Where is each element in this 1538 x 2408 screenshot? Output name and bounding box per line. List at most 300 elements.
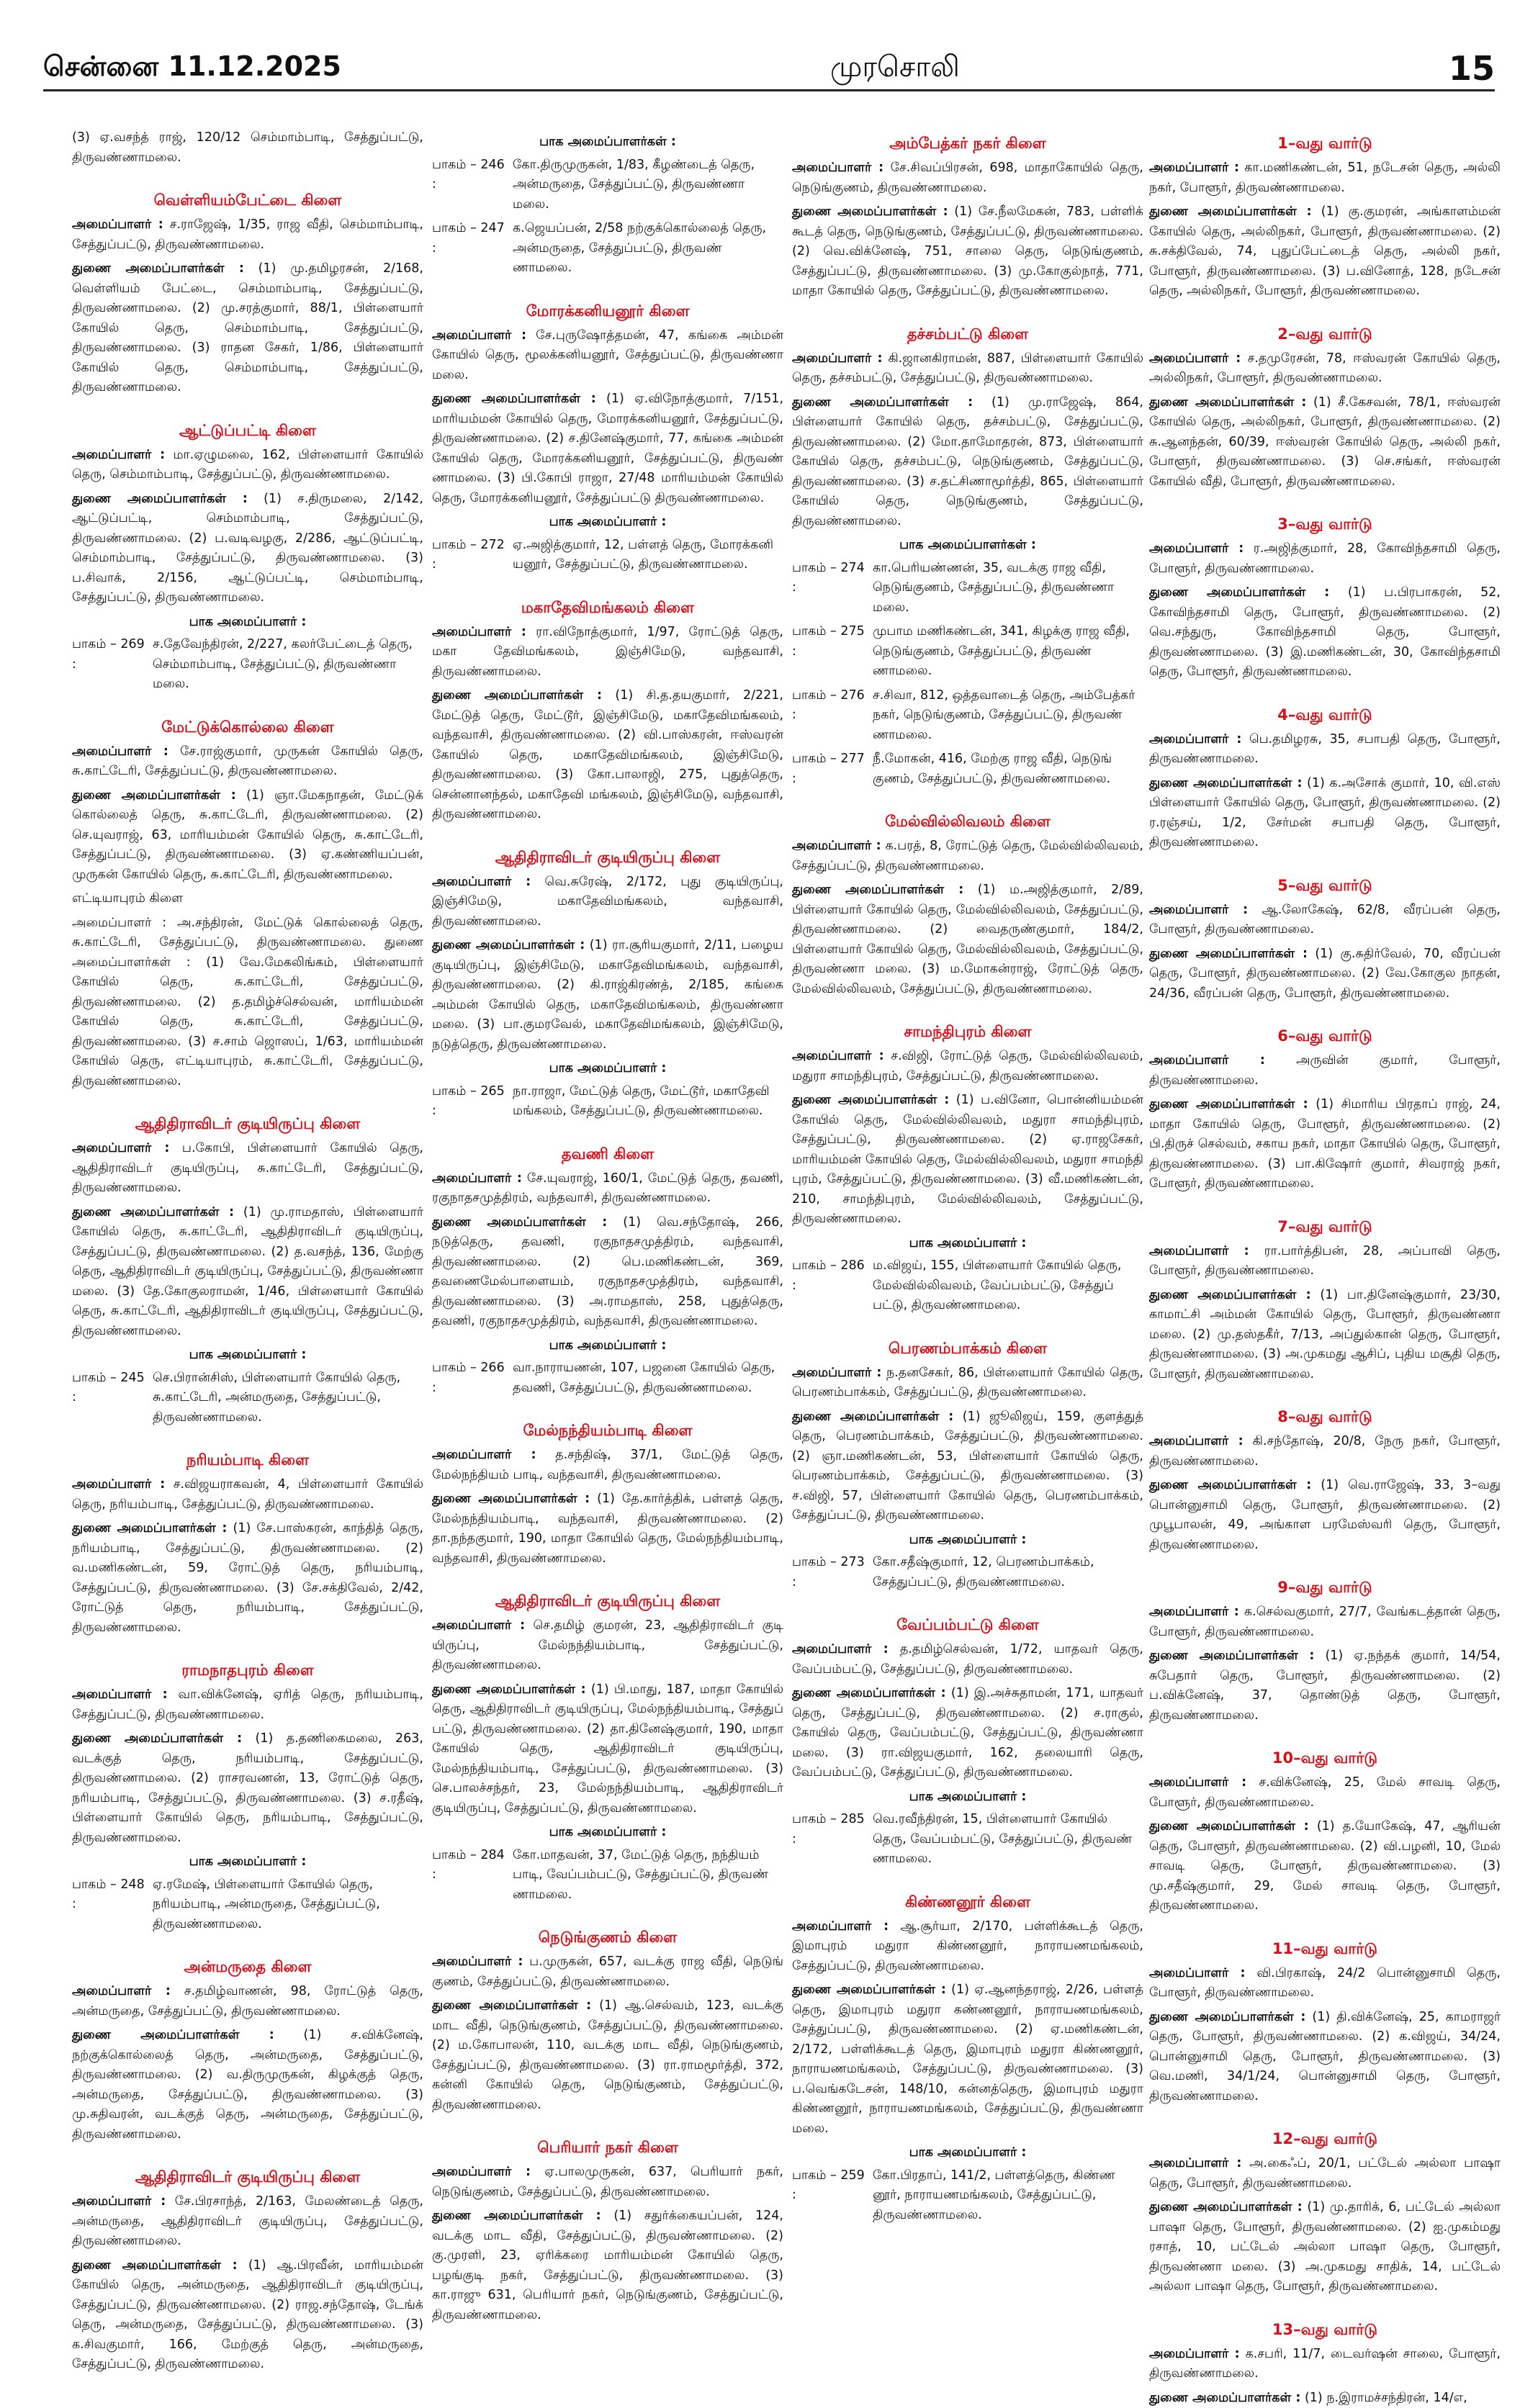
organiser-label: அமைப்பாளர் : (1149, 1434, 1244, 1448)
branch-section (432, 1420, 783, 1569)
deputy-entry (1149, 1646, 1501, 1726)
organiser-text: ர.அஜித்குமார், 28, கோவிந்தசாமி தெரு, போளூர், திருவண்ணாமலை. (1149, 541, 1501, 576)
branch-section (432, 300, 783, 575)
branch-section (72, 2166, 423, 2375)
page-number: 15 (1449, 49, 1495, 88)
booth-row (432, 1082, 783, 1122)
deputy-text: (1) கு.குமரன், அங்காளம்மன் கோயில் தெரு, அல்லிநகர், போளூர், திருவண்ணாமலை. (2) சு.சக்திவேல், 74, புதுப்பேட்டைத் தெரு, அல்லி நகர், போளூர், திருவண்ணாமலை. (3) ப.வினோத், 128, நடேசன் தெரு, அல்லிநகர், போளூர், திருவண்ணாமலை. (1149, 204, 1501, 298)
branch-title: ஆட்டுப்பட்டி கிளை (72, 420, 423, 441)
organiser-label: அமைப்பாளர் : (1149, 1053, 1265, 1068)
organiser-label: அமைப்பாளர் : (1149, 541, 1244, 556)
organiser-entry (792, 837, 1143, 876)
booth-text: ஏ.அஜித்குமார், 12, பள்ளத் தெரு, மோரக்கனி யனூர், சேத்துப்பட்டு, திருவண்ணாமலை. (513, 536, 783, 575)
booth-heading: பாக அமைப்பாளர்கள் : (792, 536, 1143, 556)
branch-section (1149, 1216, 1501, 1385)
branch-section (72, 189, 423, 398)
branch-title: வெள்ளியம்பேட்டை கிளை (72, 189, 423, 211)
deputy-label: துணை அமைப்பாளர்கள் : (1149, 947, 1308, 961)
organiser-text: ச.விஜி, ரோட்டுத் தெரு, மேல்வில்லிவலம், மதுரா சாமந்திபுரம், சேத்துப்பட்டு, திருவண்ணாமலை. (792, 1049, 1143, 1083)
deputy-text: (1) ம.அஜித்குமார், 2/89, பிள்ளையார் கோயில் தெரு, மேல்வில்லிவலம், சேத்துப்பட்டு, திருவண்ணாமலை. (2) வைதருண்குமார், 184/2, பிள்ளையார் கோயில் தெரு, மேல்வில்லிவலம், சேத்துப்பட்டு, திருவண்ணா மலை. (3) ம.மோகன்ராஜ், ரோட்டுத் தெரு, மேல்வில்லிவலம், சேத்துப்பட்டு, திருவண்ணாமலை. (792, 883, 1143, 996)
deputy-text: (1) க.அசோக் குமார், 10, வி.எஸ் பிள்ளையார் கோயில் தெரு, போளூர், திருவண்ணாமலை. (2) ர.ரஞ்சய், 1/2, சேர்மன் சபாபதி தெரு, போளூர், திருவண்ணாமலை. (1149, 776, 1501, 850)
organiser-text: ந.தனசேகர், 86, பிள்ளையார் கோயில் தெரு, பெரணம்பாக்கம், சேத்துப்பட்டு, திருவண்ணாமலை. (792, 1366, 1143, 1400)
booth-number: பாகம் – 259 : (792, 2166, 873, 2226)
branch-section (72, 1449, 423, 1638)
booth-number: பாகம் – 266 : (432, 1358, 513, 1398)
booth-text: நா.ராஜா, மேட்டுத் தெரு, மேட்டூர், மகாதேவி மங்கலம், சேத்துப்பட்டு, திருவண்ணாமலை. (513, 1082, 783, 1122)
organiser-text: சே.பிரசாந்த், 2/163, மேலண்டைத் தெரு, அன்மருதை, ஆதிதிராவிடர் குடியிருப்பு, சேத்துப்பட்டு, திருவண்ணாமலை. (72, 2194, 423, 2248)
booth-row (792, 1553, 1143, 1592)
organiser-entry (1149, 1964, 1501, 2003)
branch-section (792, 1021, 1143, 1316)
organiser-label: அமைப்பாளர் : (1149, 1966, 1246, 1980)
organiser-label: அமைப்பாளர் : (432, 1954, 523, 1969)
booth-heading: பாக அமைப்பாளர் : (432, 1059, 783, 1079)
booth-row (792, 2166, 1143, 2226)
organiser-label: அமைப்பாளர் : (1149, 2347, 1240, 2361)
organiser-entry (792, 349, 1143, 389)
booth-text: ச.சிவா, 812, ஒத்தவாடைத் தெரு, அம்பேத்கர் நகர், நெடுங்குணம், சேத்துப்பட்டு, திருவண் ணாமலை. (873, 686, 1143, 746)
deputy-label: துணை அமைப்பாளர்கள் : (72, 261, 244, 276)
branch-section (792, 323, 1143, 790)
booth-number: பாகம் – 248 : (72, 1875, 153, 1935)
deputy-text: (1) இ.அச்சுதாமன், 171, யாதவர் தெரு, சேத்துப்பட்டு, திருவண்ணாமலை. (2) ச.ராகுல், கோயில் தெரு, வேப்பம்பட்டு, சேத்துப்பட்டு, திருவண்ணா மலை. (3) ரா.விஜயகுமார், 162, தலையாரி தெரு, வேப்பம்பட்டு, சேத்துப்பட்டு, திருவண்ணாமலை. (792, 1686, 1143, 1780)
booth-number: பாகம் – 286 : (792, 1256, 873, 1316)
column-2 (432, 128, 783, 2353)
organiser-entry (1149, 1432, 1501, 1471)
booth-number: பாகம் – 274 : (792, 559, 873, 618)
branch-title: 2–வது வார்டு (1149, 323, 1501, 345)
organiser-text: ஏ.பாலமுருகன், 637, பெரியார் நகர், நெடுங்குணம், சேத்துப்பட்டு, திருவண்ணாமலை. (432, 2165, 783, 2199)
booth-heading: பாக அமைப்பாளர் : (792, 1787, 1143, 1808)
deputy-entry (432, 1996, 783, 2115)
booth-heading: பாக அமைப்பாளர் : (792, 1234, 1143, 1254)
organiser-label: அமைப்பாளர் : (72, 2194, 166, 2209)
branch-title: 1–வது வார்டு (1149, 132, 1501, 154)
deputy-label: துணை அமைப்பாளர்கள் : (1149, 1097, 1308, 1111)
booth-text: கோ.சதீஷ்குமார், 12, பெரணம்பாக்கம், சேத்துப்பட்டு, திருவண்ணாமலை. (873, 1553, 1143, 1592)
organiser-label: அமைப்பாளர் : (792, 839, 881, 853)
deputy-text: (1) மு.தாரிக், 6, பட்டேல் அல்லா பாஷா தெரு, போளூர், திருவண்ணாமலை. (2) ஐ.முகம்மது ரசாத், 10, பட்டேல் அல்லா பாஷா தெரு, போளூர், திருவண்ணா மலை. (3) அ.முகமது சாதிக், 14, பட்டேல் அல்லா பாஷா தெரு, போளூர், திருவண்ணாமலை. (1149, 2200, 1501, 2294)
branch-section (1149, 875, 1501, 1004)
deputy-label: துணை அமைப்பாளர்கள் : (1149, 204, 1312, 219)
branch-title: தவணி கிளை (432, 1143, 783, 1165)
deputy-text: (1) வெ.சந்தோஷ், 266, நடுத்தெரு, தவணி, ரகுநாதசமுத்திரம், வந்தவாசி, திருவண்ணாமலை. (2) பெ.மணிகண்டன், 369, தவணைமேல்பாளையம், ரகுநாதசமுத்திரம், வந்தவாசி, திருவண்ணாமலை. (3) அ.ராமதாஸ், 258, புதுத்தெரு, தவணி, ரகுநாதசமுத்திரம், வந்தவாசி, திருவண்ணாமலை. (432, 1215, 783, 1329)
deputy-entry (432, 2206, 783, 2325)
organiser-text: மா.ஏழுமலை, 162, பிள்ளையார் கோயில் தெரு, செம்மாம்பாடி, சேத்துப்பட்டு, திருவண்ணாமலை. (72, 448, 423, 482)
deputy-text: (1) ஏ.விநோத்குமார், 7/151, மாரியம்மன் கோயில் தெரு, மோரக்கனியனூர், சேத்துப்பட்டு, திருவண்ணாமலை. (2) ச.தினேஷ்குமார், 77, கங்கை அம்மன் கோயில் தெரு, மோரக்கனியனூர், சேத்துப்பட்டு, திருவண் ணாமலை. (3) பி.கோபி ராஜா, 27/48 மாரியம்மன் கோயில் தெரு, மோரக்கனியனூர், சேத்துப்பட்டு திருவண்ணாமலை. (432, 392, 783, 505)
organiser-label: அமைப்பாளர் : (792, 1642, 889, 1656)
booth-heading: பாக அமைப்பாளர் : (72, 613, 423, 633)
booth-row (792, 1810, 1143, 1870)
booth-number: பாகம் – 269 : (72, 635, 153, 695)
organiser-text: அ.கைஃப், 20/1, பட்டேல் அல்லா பாஷா தெரு, போளூர், திருவண்ணாமலை. (1149, 2156, 1501, 2191)
branch-title: வேப்பம்பட்டு கிளை (792, 1614, 1143, 1636)
deputy-text: (1) ப.வினோ, பொன்னியம்மன் கோயில் தெரு, மேல்வில்லிவலம், மதுரா சாமந்திபுரம், சேத்துப்பட்டு, திருவண்ணாமலை. (2) ஏ.ராஜசேகர், மாரியம்மன் கோயில் தெரு, மேல்வில்லிவலம், மதுரா சாமந்தி புரம், சேத்துப்பட்டு, திருவண்ணாமலை. (3) வீ.மணிகண்டன், 210, சாமந்திபுரம், மேல்வில்லிவலம், சேத்துப்பட்டு, திருவண்ணாமலை. (792, 1093, 1143, 1226)
branch-section (1149, 1747, 1501, 1916)
booth-row (792, 749, 1143, 789)
deputy-label: துணை அமைப்பாளர்கள் : (1149, 2200, 1303, 2214)
booth-heading: பாக அமைப்பாளர் : (792, 1530, 1143, 1551)
branch-section (1149, 1577, 1501, 1726)
branch-title: அன்மருதை கிளை (72, 1956, 423, 1978)
booth-text: ம.விஜய், 155, பிள்ளையார் கோயில் தெரு, மேல்வில்லிவலம், வேப்பம்பட்டு, சேத்துப் பட்டு, திருவண்ணாமலை. (873, 1256, 1143, 1316)
branch-section (432, 132, 783, 279)
deputy-label: துணை அமைப்பாளர்கள் : (72, 2028, 274, 2042)
deputy-label: துணை அமைப்பாளர்கள் : (72, 2258, 238, 2273)
organiser-entry (1149, 349, 1501, 389)
organiser-label: அமைப்பாளர் : (72, 217, 163, 232)
organiser-entry (792, 1640, 1143, 1679)
branch-title: ஆதிதிராவிடர் குடியிருப்பு கிளை (72, 1113, 423, 1135)
organiser-text: ச.விஜயராகவன், 4, பிள்ளையார் கோயில் தெரு, நரியம்பாடி, சேத்துப்பட்டு, திருவண்ணாமலை. (72, 1477, 423, 1512)
organiser-text: ப.கோபி, பிள்ளையார் கோயில் தெரு, ஆதிதிராவிடர் குடியிருப்பு, சு.காட்டேரி, சேத்துப்பட்டு, திருவண்ணாமலை. (72, 1141, 423, 1195)
booth-number: பாகம் – 265 : (432, 1082, 513, 1122)
booth-text: ஏ.ரமேஷ், பிள்ளையார் கோயில் தெரு, நரியம்பாடி, அன்மருதை, சேத்துப்பட்டு, திருவண்ணாமலை. (153, 1875, 423, 1935)
organiser-label: அமைப்பாளர் : (1149, 2156, 1241, 2170)
deputy-entry (792, 1091, 1143, 1230)
organiser-label: அமைப்பாளர் : (72, 1984, 171, 1998)
extra-text: அமைப்பாளர் : அ.சந்திரன், மேட்டுக் கொல்லைத் தெரு, சு.காட்டேரி, சேத்துப்பட்டு, திருவண்ணாமலை. துணை அமைப்பாளர்கள் : (1) வே.மேகலிங்கம், பிள்ளையார் கோயில் தெரு, சு.காட்டேரி, சேத்துப்பட்டு, திருவண்ணாமலை. (2) த.தமிழ்ச்செல்வன், மாரியம்மன் கோயில் தெரு, சு.காட்டேரி, சேத்துப்பட்டு, திருவண்ணாமலை. (3) ச.சாம் ஜொஸப், 1/63, மாரியம்மன் கோயில் தெரு, எட்டியாபுரம், சு.காட்டேரி, சேத்துப்பட்டு, திருவண்ணாமலை. (72, 914, 423, 1092)
branch-section (432, 597, 783, 825)
deputy-label: துணை அமைப்பாளர்கள் : (72, 492, 248, 506)
organiser-label: அமைப்பாளர் : (432, 625, 526, 639)
organiser-entry (1149, 2154, 1501, 2193)
deputy-label: துணை அமைப்பாளர்கள் : (72, 1731, 242, 1746)
branch-title: 13–வது வார்டு (1149, 2319, 1501, 2340)
deputy-text: (1) கு.சுதிர்வேல், 70, வீரப்பன் தெரு, போளூர், திருவண்ணாமலை. (2) வே.கோகுல நாதன், 24/36, வீரப்பன் தெரு, போளூர், திருவண்ணாமலை. (1149, 947, 1501, 1001)
deputy-entry (72, 1729, 423, 1848)
booth-heading: பாக அமைப்பாளர் : (432, 513, 783, 533)
organiser-text: ச.விக்னேஷ், 25, மேல் சாவடி தெரு, போளூர், திருவண்ணாமலை. (1149, 1775, 1501, 1810)
deputy-entry (792, 1407, 1143, 1526)
deputy-entry (1149, 1817, 1501, 1916)
deputy-text: (1) தே.கார்த்திக், பள்ளத் தெரு, மேல்நந்தியம்பாடி, வந்தவாசி, திருவண்ணாமலை. (2) தா.நந்தகுமார், 190, மாதா கோயில் தெரு, மேல்நந்தியம்பாடி, வந்தவாசி, திருவண்ணாமலை. (432, 1492, 783, 1566)
organiser-entry (432, 1952, 783, 1992)
organiser-entry (1149, 2345, 1501, 2384)
branch-section (792, 1614, 1143, 1870)
deputy-entry (72, 2026, 423, 2145)
deputy-text: (1) த.தணிகைமலை, 263, வடக்குத் தெரு, நரியம்பாடி, சேத்துப்பட்டு, திருவண்ணாமலை. (2) ராசரவணன், 13, ரோட்டுத் தெரு, நரியம்பாடி, சேத்துப்பட்டு, திருவண்ணாமலை. (3) ச.ரதீஷ், பிள்ளையார் கோயில் தெரு, நரியம்பாடி, சேத்துப்பட்டு, திருவண்ணாமலை. (72, 1731, 423, 1845)
deputy-entry (72, 490, 423, 608)
organiser-text: ச.தமிழ்வாணன், 98, ரோட்டுத் தெரு, அன்மருதை, சேத்துப்பட்டு, திருவண்ணாமலை. (72, 1984, 423, 2019)
organiser-text: கி.ஜானகிராமன், 887, பிள்ளையார் கோயில் தெரு, தச்சம்பட்டு, சேத்துப்பட்டு, திருவண்ணாமலை. (792, 351, 1143, 386)
deputy-entry (432, 389, 783, 508)
organiser-label: அமைப்பாளர் : (1149, 1605, 1239, 1619)
booth-text: நீ.மோகன், 416, மேற்கு ராஜ வீதி, நெடுங் குணம், சேத்துப்பட்டு, திருவண்ணாமலை. (873, 749, 1143, 789)
deputy-entry (792, 202, 1143, 302)
deputy-label: துணை அமைப்பாளர்கள் : (1149, 1649, 1314, 1663)
continued-text: (3) ஏ.வசந்த் ராஜ், 120/12 செம்மாம்பாடி, சேத்துப்பட்டு, திருவண்ணாமலை. (72, 128, 423, 168)
deputy-text: (1) பி.மாது, 187, மாதா கோயில் தெரு, ஆதிதிராவிடர் குடியிருப்பு, மேல்நந்தியம்பாடி, சேத்துப் பட்டு, திருவண்ணாமலை. (2) தா.தினேஷ்குமார், 190, மாதா கோயில் தெரு, ஆதிதிராவிடர் குடியிருப்பு, மேல்நந்தியம்பாடி, சேத்துப்பட்டு, திருவண்ணாமலை. (3) செ.பாலச்சந்தர், 23, மேல்நந்தியம்பாடி, ஆதிதிராவிடர் குடியிருப்பு, சேத்துப்பட்டு, திருவண்ணாமலை. (432, 1682, 783, 1816)
deputy-label: துணை அமைப்பாளர்கள் : (792, 1410, 953, 1424)
branch-title: அம்பேத்கர் நகர் கிளை (792, 132, 1143, 154)
booth-number: பாகம் – 245 : (72, 1368, 153, 1428)
deputy-text: (1) த.யோகேஷ், 47, ஆரியன் தெரு, போளூர், திருவண்ணாமலை. (2) வி.பழனி, 10, மேல் சாவடி தெரு, போளூர், திருவண்ணாமலை. (3) மு.சதீஷ்குமார், 29, மேல் சாவடி தெரு, போளூர், திருவண்ணாமலை. (1149, 1819, 1501, 1913)
deputy-text: (1) ஜூலிஜய், 159, குளத்துத் தெரு, பெரணம்பாக்கம், சேத்துப்பட்டு, திருவண்ணாமலை. (2) ஞா.மணிகண்டன், 53, பிள்ளையார் கோயில் தெரு, பெரணம்பாக்கம், சேத்துப்பட்டு, திருவண்ணாமலை. (3) ச.விஜி, 57, பிள்ளையார் கோயில் தெரு, பெரணம்பாக்கம், சேத்துப்பட்டு, திருவண்ணாமலை. (792, 1410, 1143, 1523)
branch-section (72, 1659, 423, 1934)
deputy-label: துணை அமைப்பாளர்கள் : (432, 1998, 591, 2013)
organiser-entry (72, 742, 423, 782)
organiser-text: க.செல்வகுமார், 27/7, வேங்கடத்தான் தெரு, போளூர், திருவண்ணாமலை. (1149, 1605, 1501, 1639)
branch-title: 4–வது வார்டு (1149, 704, 1501, 726)
branch-section (792, 1891, 1143, 2226)
branch-section (1149, 1938, 1501, 2107)
page-header (43, 48, 1495, 91)
deputy-label: துணை அமைப்பாளர்கள் : (1149, 1819, 1309, 1834)
branch-title: 5–வது வார்டு (1149, 875, 1501, 896)
deputy-text: (1) ஏ.நந்தக் குமார், 14/54, சுபேதார் தெரு, போளூர், திருவண்ணாமலை. (2) ப.விக்னேஷ், 37, தொண்டுத் தெரு, போளூர், திருவண்ணாமலை. (1149, 1649, 1501, 1723)
branch-title: மோரக்கனியனூர் கிளை (432, 300, 783, 322)
deputy-entry (1149, 2008, 1501, 2107)
deputy-entry (1149, 774, 1501, 853)
organiser-text: கி.சந்தோஷ், 20/8, நேரு நகர், போளூர், திருவண்ணாமலை. (1149, 1434, 1501, 1469)
organiser-text: ரா.பார்த்திபன், 28, அப்பாவி தெரு, போளூர், திருவண்ணாமலை. (1149, 1244, 1501, 1279)
organiser-entry (432, 623, 783, 682)
booth-text: கா.பெரியண்ணன், 35, வடக்கு ராஜ வீதி, நெடுங்குணம், சேத்துப்பட்டு, திருவண்ணா மலை. (873, 559, 1143, 618)
deputy-label: துணை அமைப்பாளர்கள் : (1149, 2010, 1305, 2024)
branch-title: மேல்வில்லிவலம் கிளை (792, 811, 1143, 832)
branch-section (1149, 513, 1501, 682)
branch-section (432, 1590, 783, 1905)
branch-title: 9–வது வார்டு (1149, 1577, 1501, 1598)
branch-title: 7–வது வார்டு (1149, 1216, 1501, 1237)
branch-title: நெடுங்குணம் கிளை (432, 1926, 783, 1948)
deputy-text: (1) சே.பாஸ்கரன், காந்தித் தெரு, நரியம்பாடி, சேத்துப்பட்டு, திருவண்ணாமலை. (2) வ.மணிகண்டன், 59, ரோட்டுத் தெரு, நரியம்பாடி, சேத்துப்பட்டு, திருவண்ணாமலை. (3) சே.சக்திவேல், 2/42, ரோட்டுத் தெரு, நரியம்பாடி, சேத்துப்பட்டு, திருவண்ணாமலை. (72, 1521, 423, 1635)
organiser-text: ஆ.லோகேஷ், 62/8, வீரப்பன் தெரு, போளூர், திருவண்ணாமலை. (1149, 903, 1501, 937)
deputy-text: (1) ஞா.மேகநாதன், மேட்டுக் கொல்லைத் தெரு, சு.காட்டேரி, திருவண்ணாமலை. (2) செ.யுவராஜ், 63, மாரியம்மன் கோயில் தெரு, சு.காட்டேரி, சேத்துப்பட்டு, திருவண்ணாமலை. (3) ஏ.கண்ணியப்பன், முருகன் கோயில் தெரு, சு.காட்டேரி, திருவண்ணாமலை. (72, 788, 423, 882)
branch-title: ராமநாதபுரம் கிளை (72, 1659, 423, 1681)
column-3 (792, 128, 1143, 2353)
organiser-entry (432, 872, 783, 932)
organiser-label: அமைப்பாளர் : (1149, 732, 1241, 747)
booth-heading: பாக அமைப்பாளர் : (72, 1852, 423, 1872)
booth-row (432, 1846, 783, 1906)
booth-number: பாகம் – 272 : (432, 536, 513, 575)
deputy-label: துணை அமைப்பாளர்கள் : (792, 1093, 949, 1107)
deputy-text: (1) பா.தினேஷ்குமார், 23/30, காமாட்சி அம்மன் கோயில் தெரு, போளூர், திருவண்ணா மலை. (2) மு.தஸ்தகீர், 7/13, அப்துல்கான் தெரு, போளூர், திருவண்ணாமலை. (3) அ.முகமது ஆசிப், புதிய மசூதி தெரு, போளூர், திருவண்ணாமலை. (1149, 1288, 1501, 1381)
date-city: சென்னை 11.12.2025 (43, 50, 341, 86)
organiser-label: அமைப்பாளர் : (792, 1919, 889, 1934)
organiser-label: அமைப்பாளர் : (1149, 1775, 1246, 1790)
booth-text: முபாம மணிகண்டன், 341, கிழக்கு ராஜ வீதி, நெடுங்குணம், சேத்துப்பட்டு, திருவண் ணாமலை. (873, 622, 1143, 682)
organiser-entry (432, 1169, 783, 1209)
booth-row (432, 219, 783, 279)
organiser-label: அமைப்பாளர் : (432, 328, 526, 343)
organiser-entry (792, 1917, 1143, 1977)
booth-text: வா.நாராயணன், 107, பஜனை கோயில் தெரு, தவணி, சேத்துப்பட்டு, திருவண்ணாமலை. (513, 1358, 783, 1398)
organiser-entry (792, 1363, 1143, 1403)
deputy-entry (1149, 583, 1501, 682)
deputy-label: துணை அமைப்பாளர்கள் : (72, 1521, 227, 1536)
deputy-entry (432, 686, 783, 825)
booth-text: வெ.ரவீந்திரன், 15, பிள்ளையார் கோயில் தெரு, வேப்பம்பட்டு, சேத்துப்பட்டு, திருவண் ணாமலை. (873, 1810, 1143, 1870)
deputy-text: (1) மு.தமிழரசன், 2/168, வெள்ளியம் பேட்டை, செம்மாம்பாடி, சேத்துப்பட்டு, திருவண்ணாமலை. (2) மு.சரத்குமார், 88/1, பிள்ளையார் கோயில் தெரு, செம்மாம்பாடி, சேத்துப்பட்டு, திருவண்ணாமலை. (3) ராதன சேகர், 1/86, பிள்ளையார் கோயில் தெரு, செம்மாம்பாடி, சேத்துப்பட்டு, திருவண்ணாமலை. (72, 261, 423, 394)
branch-section (72, 1113, 423, 1428)
organiser-entry (72, 1982, 423, 2021)
organiser-entry (1149, 901, 1501, 940)
deputy-entry (72, 259, 423, 398)
booth-number: பாகம் – 276 : (792, 686, 873, 746)
organiser-label: அமைப்பாளர் : (72, 1687, 168, 1702)
booth-row (432, 155, 783, 215)
organiser-text: செ.தமிழ் குமரன், 23, ஆதிதிராவிடர் குடி யிருப்பு, மேல்நந்தியம்பாடி, சேத்துப்பட்டு, திருவண்ணாமலை. (432, 1618, 783, 1672)
deputy-label: துணை அமைப்பாளர்கள் : (792, 204, 948, 219)
deputy-text: (1) ச.திருமலை, 2/142, ஆட்டுப்பட்டி, செம்மாம்பாடி, சேத்துப்பட்டு, திருவண்ணாமலை. (2) ப.வடிவழகு, 2/286, ஆட்டுப்பட்டி, செம்மாம்பாடி, சேத்துப்பட்டு, திருவண்ணாமலை. (3) ப.சிவாக், 2/156, ஆட்டுப்பட்டி, செம்மாம்பாடி, சேத்துப்பட்டு, திருவண்ணாமலை. (72, 492, 423, 605)
organiser-label: அமைப்பாளர் : (432, 1618, 525, 1633)
deputy-entry (792, 1684, 1143, 1783)
organiser-label: அமைப்பாளர் : (432, 1171, 522, 1186)
organiser-label: அமைப்பாளர் : (432, 875, 531, 889)
booth-heading: பாக அமைப்பாளர் : (72, 1345, 423, 1366)
organiser-text: சே.சிவப்பிரசன், 698, மாதாகோயில் தெரு, நெடுங்குணம், திருவண்ணாமலை. (792, 161, 1143, 195)
deputy-entry (1149, 1476, 1501, 1555)
deputy-text: (1) சி.த.தயகுமார், 2/221, மேட்டுத் தெரு, மேட்டூர், இஞ்சிமேடு, மகாதேவிமங்கலம், வந்தவாசி, திருவண்ணாமலை. (2) வி.பாஸ்கரன், ஈஸ்வரன் கோயில் தெரு, மகாதேவிமங்கலம், இஞ்சிமேடு, திருவண்ணாமலை. (3) கோ.பாலாஜி, 275, புதுத்தெரு, சென்னானந்தல், மகாதேவி மங்கலம், இஞ்சிமேடு, வந்தவாசி, திருவண்ணாமலை. (432, 688, 783, 821)
branch-title: மேல்நந்தியம்பாடி கிளை (432, 1420, 783, 1441)
sub-heading: எட்டியாபுரம் கிளை (72, 889, 423, 909)
branch-section (432, 2137, 783, 2325)
branch-title: 3–வது வார்டு (1149, 513, 1501, 535)
deputy-label: துணை அமைப்பாளர்கள் : (1149, 395, 1306, 410)
deputy-text: (1) ரா.சூரியகுமார், 2/11, பழைய குடியிருப்பு, இஞ்சிமேடு, மகாதேவிமங்கலம், வந்தவாசி, திருவண்ணாமலை. (2) கி.ராஜ்கிரண்த், 2/185, கங்கை அம்மன் கோயில் தெரு, மகாதேவிமங்கலம், திருவண்ணா மலை. (3) பா.குமரவேல், மகாதேவிமங்கலம், இஞ்சிமேடு, நடுத்தெரு, திருவண்ணாமலை. (432, 938, 783, 1052)
deputy-entry (72, 1519, 423, 1638)
branch-title: பெரியார் நகர் கிளை (432, 2137, 783, 2158)
organiser-entry (432, 1446, 783, 1485)
organiser-entry (792, 158, 1143, 198)
deputy-entry (72, 786, 423, 885)
organiser-text: ரா.விநோத்குமார், 1/97, ரோட்டுத் தெரு, மகா தேவிமங்கலம், இஞ்சிமேடு, வந்தவாசி, திருவண்ணாமலை. (432, 625, 783, 679)
booth-number: பாகம் – 277 : (792, 749, 873, 789)
deputy-label: துணை அமைப்பாளர்கள் : (432, 392, 596, 406)
branch-section (1149, 323, 1501, 492)
deputy-entry (792, 880, 1143, 999)
deputy-text: (1) மு.ராஜேஷ், 864, பிள்ளையார் கோயில் தெரு, தச்சம்பட்டு, சேத்துப்பட்டு, திருவண்ணாமலை. (2) மோ.தாமோதரன், 873, பிள்ளையார் கோயில் தெரு, தச்சம்பட்டு, நெடுங்குணம், சேத்துப்பட்டு, திருவண்ணாமலை. (3) ச.தட்சிணாமூர்த்தி, 865, பிள்ளையார் கோயில் தெரு, நெடுங்குணம், சேத்துப்பட்டு, திருவண்ணாமலை. (792, 395, 1143, 528)
branch-title: மேட்டுக்கொல்லை கிளை (72, 716, 423, 738)
booth-number: பாகம் – 246 : (432, 155, 513, 215)
organiser-label: அமைப்பாளர் : (1149, 351, 1241, 366)
branch-title: பெரணம்பாக்கம் கிளை (792, 1338, 1143, 1359)
branch-title: மகாதேவிமங்கலம் கிளை (432, 597, 783, 618)
branch-section (792, 132, 1143, 302)
deputy-label: துணை அமைப்பாளர்கள் : (792, 1686, 946, 1700)
booth-number: பாகம் – 284 : (432, 1846, 513, 1906)
deputy-label: துணை அமைப்பாளர்கள் : (72, 788, 236, 803)
booth-number: பாகம் – 247 : (432, 219, 513, 279)
booth-row (792, 559, 1143, 618)
deputy-text: (1) ப.பிரபாகரன், 52, கோவிந்தசாமி தெரு, போளூர், திருவண்ணாமலை. (2) வெ.சந்துரு, கோவிந்தசாமி தெரு, போளூர், திருவண்ணாமலை. (3) இ.மணிகண்டன், 30, கோவிந்தசாமி தெரு, போளூர், திருவண்ணாமலை. (1149, 585, 1501, 679)
deputy-entry (1149, 1286, 1501, 1385)
organiser-text: ச.தமுரேசன், 78, ஈஸ்வரன் கோயில் தெரு, அல்லிநகர், போளூர், திருவண்ணாமலை. (1149, 351, 1501, 386)
organiser-text: வெ.சுரேஷ், 2/172, புது குடியிருப்பு, இஞ்சிமேடு, மகாதேவிமங்கலம், வந்தவாசி, திருவண்ணாமலை. (432, 875, 783, 929)
booth-number: பாகம் – 273 : (792, 1553, 873, 1592)
branch-section (1149, 704, 1501, 853)
deputy-entry (72, 1203, 423, 1342)
branch-title: சாமந்திபுரம் கிளை (792, 1021, 1143, 1042)
organiser-label: அமைப்பாளர் : (72, 1477, 165, 1492)
branch-section (72, 1956, 423, 2145)
booth-row (792, 686, 1143, 746)
deputy-text: (1) ஏ.ஆனந்தராஜ், 2/26, பள்ளத் தெரு, இமாபுரம் மதுரா கண்ணனூர், நாராயணமங்கலம், சேத்துப்பட்டு, திருவண்ணாமலை. (2) ஏ.மணிகண்டன், 2/172, பள்ளிக்கூடத் தெரு, இமாபுரம் மதுரா கிண்ணனூர், நாராயணமங்கலம், சேத்துப்பட்டு, திருவண்ணாமலை. (3) ப.வெங்கடேசன், 148/10, கன்னத்தெரு, இமாபுரம் மதுரா கிண்ணனூர், நாராயணமங்கலம், சேத்துப்பட்டு, திருவண்ணா மலை. (792, 1983, 1143, 2136)
booth-text: கோ.மாதவன், 37, மேட்டுத் தெரு, நந்தியம் பாடி, வேப்பம்பட்டு, சேத்துப்பட்டு, திருவண் ணாமலை. (513, 1846, 783, 1906)
branch-title: 11–வது வார்டு (1149, 1938, 1501, 1960)
branch-title: 6–வது வார்டு (1149, 1025, 1501, 1047)
branch-title: 12–வது வார்டு (1149, 2128, 1501, 2150)
deputy-label: துணை அமைப்பாளர்கள் : (792, 883, 963, 897)
organiser-text: வா.விக்னேஷ், ஏரித் தெரு, நரியம்பாடி, சேத்துப்பட்டு, திருவண்ணாமலை. (72, 1687, 423, 1722)
deputy-entry (432, 1680, 783, 1819)
deputy-label: துணை அமைப்பாளர்கள் : (432, 1215, 607, 1230)
branch-section (1149, 1025, 1501, 1194)
branch-title: ஆதிதிராவிடர் குடியிருப்பு கிளை (72, 2166, 423, 2188)
deputy-label: துணை அமைப்பாளர்கள் : (1149, 776, 1302, 790)
booth-row (792, 622, 1143, 682)
deputy-entry (1149, 2389, 1501, 2408)
organiser-label: அமைப்பாளர் : (792, 161, 883, 175)
organiser-label: அமைப்பாளர் : (432, 2165, 531, 2179)
organiser-label: அமைப்பாளர் : (792, 1049, 884, 1063)
organiser-entry (792, 1047, 1143, 1086)
booth-heading: பாக அமைப்பாளர்கள் : (432, 132, 783, 153)
deputy-text: (1) வெ.ராஜேஷ், 33, 3–வது பொன்னுசாமி தெரு, போளூர், திருவண்ணாமலை. (2) முபூபாலன், 49, அங்காள பரமேஸ்வரி தெரு, போளூர், திருவண்ணாமலை. (1149, 1478, 1501, 1552)
deputy-entry (792, 393, 1143, 532)
organiser-text: சே.புருஷோத்தமன், 47, கங்கை அம்மன் கோயில் தெரு, மூலக்கனியனூர், சேத்துப்பட்டு, திருவண்ணா மலை. (432, 328, 783, 382)
branch-section (432, 1143, 783, 1399)
branch-section (1149, 132, 1501, 302)
deputy-text: (1) தி.விக்னேஷ், 25, காமராஜர் தெரு, போளூர், திருவண்ணாமலை. (2) க.விஜய், 34/24, பொன்னுசாமி தெரு, போளூர், திருவண்ணாமலை. (3) வெ.மணி, 34/1/24, பொன்னுசாமி தெரு, போளூர், திருவண்ணாமலை. (1149, 2010, 1501, 2103)
branch-section (72, 420, 423, 695)
booth-row (432, 536, 783, 575)
deputy-text: (1) சதுர்க்கையப்பன், 124, வடக்கு மாட வீதி, சேத்துப்பட்டு, திருவண்ணாமலை. (2) கு.முரளி, 23, ஏரிக்கரை மாரியம்மன் கோயில் தெரு, பழங்குடி நகர், சேத்துப்பட்டு, திருவண்ணாமலை. (3) கா.ராஜு 631, பெரியார் நகர், நெடுங்குணம், சேத்துப்பட்டு, திருவண்ணாமலை. (432, 2209, 783, 2322)
organiser-entry (72, 2192, 423, 2252)
booth-number: பாகம் – 275 : (792, 622, 873, 682)
organiser-entry (72, 1475, 423, 1515)
organiser-entry (432, 1616, 783, 1676)
organiser-label: அமைப்பாளர் : (792, 351, 883, 366)
branch-section (72, 716, 423, 1092)
deputy-text: (1) மு.ராமதாஸ், பிள்ளையார் கோயில் தெரு, சு.காட்டேரி, ஆதிதிராவிடர் குடியிருப்பு, சேத்துப்பட்டு, திருவண்ணாமலை. (2) த.வசந்த், 136, மேற்கு தெரு, ஆதிதிராவிடர் குடியிருப்பு, சேத்துப்பட்டு, திருவண்ணா மலை. (3) தே.கோகுலராமன், 1/46, பிள்ளையார் கோயில் தெரு, சு.காட்டேரி, ஆதிதிராவிடர் குடியிருப்பு, சேத்துப்பட்டு, திருவண்ணாமலை. (72, 1205, 423, 1338)
organiser-entry (1149, 1602, 1501, 1642)
branch-title: கிண்ணனூர் கிளை (792, 1891, 1143, 1913)
organiser-entry (1149, 1242, 1501, 1281)
booth-text: செ.பிரான்சிஸ், பிள்ளையார் கோயில் தெரு, சு.காட்டேரி, அன்மருதை, சேத்துப்பட்டு, திருவண்ணாமலை. (153, 1368, 423, 1428)
deputy-entry (432, 1213, 783, 1332)
branch-title: 8–வது வார்டு (1149, 1406, 1501, 1428)
organiser-label: அமைப்பாளர் : (72, 744, 168, 759)
deputy-label: துணை அமைப்பாளர்கள் : (432, 1492, 590, 1506)
booth-row (72, 635, 423, 695)
booth-number: பாகம் – 285 : (792, 1810, 873, 1870)
booth-heading: பாக அமைப்பாளர் : (432, 1336, 783, 1356)
deputy-entry (432, 1489, 783, 1569)
organiser-label: அமைப்பாளர் : (432, 1448, 536, 1462)
branch-section (792, 811, 1143, 999)
organiser-text: க.பரத், 8, ரோட்டுத் தெரு, மேல்வில்லிவலம், சேத்துப்பட்டு, திருவண்ணாமலை. (792, 839, 1143, 873)
organiser-entry (72, 215, 423, 255)
organiser-entry (1149, 539, 1501, 579)
organiser-entry (1149, 1773, 1501, 1813)
organiser-text: த.தமிழ்செல்வன், 1/72, யாதவர் தெரு, வேப்பம்பட்டு, சேத்துப்பட்டு, திருவண்ணாமலை. (792, 1642, 1143, 1677)
organiser-entry (1149, 158, 1501, 198)
deputy-text: (1) சிமாரிய பிரதாப் ராஜ், 24, மாதா கோயில் தெரு, போளூர், திருவண்ணாமலை. (2) பி.திருச் செல்வம், சகாய நகர், மாதா கோயில் தெரு, போளூர், திருவண்ணாமலை. (3) பா.கிஷோர் குமார், சிவராஜ் நகர், போளூர், திருவண்ணாமலை. (1149, 1097, 1501, 1191)
organiser-entry (72, 1139, 423, 1199)
deputy-label: துணை அமைப்பாளர்கள் : (1149, 1288, 1311, 1302)
deputy-text: (1) ந.இராமச்சந்திரன், 14/எ, (1305, 2391, 1467, 2405)
booth-row (72, 1368, 423, 1428)
organiser-entry (432, 326, 783, 386)
branch-section (72, 128, 423, 168)
deputy-entry (1149, 2198, 1501, 2297)
masthead: முரசொலி (830, 50, 960, 87)
deputy-label: துணை அமைப்பாளர்கள் : (792, 395, 973, 410)
